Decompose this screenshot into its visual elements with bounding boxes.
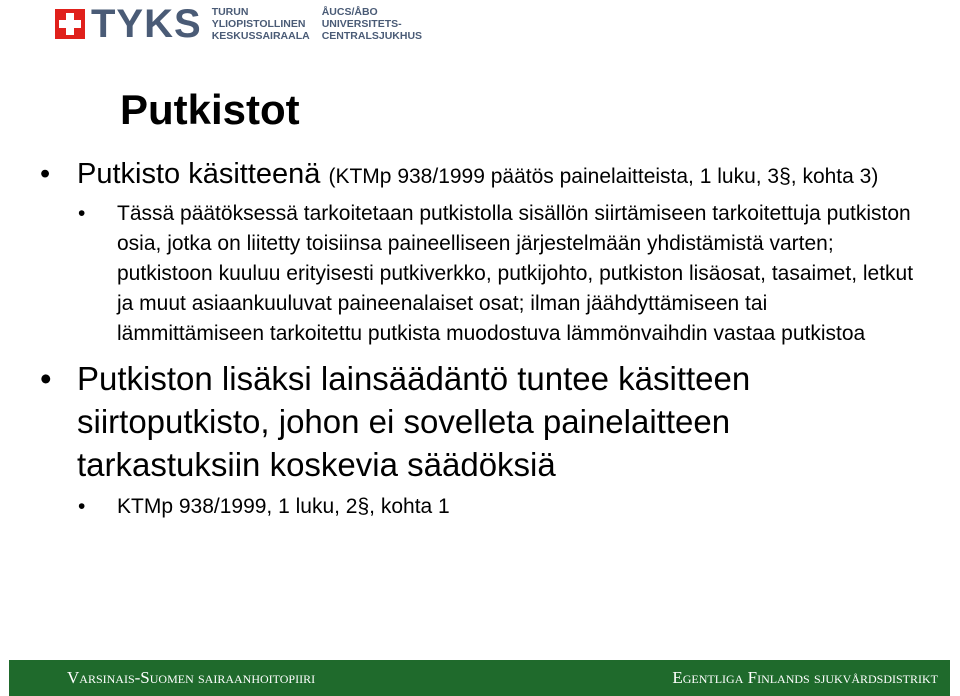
sub-bullet-reference	[40, 492, 920, 522]
sub-bullet1-text: Tässä päätöksessä tarkoitetaan putkistolla sisällön siirtämiseen tarkoitettuja putkiston osia, jotka on liitetty toisiinsa paineelliseen järjestelmään yhdistämistä varten; putkistoon kuuluu erityisesti putkiverkko, putkijohto, putkiston lisäosat, tasaimet, letkut ja muut asiaankuuluvat paineenalaiset osat; ilman jäähdyttämiseen tai lämmittämiseen tarkoitettu putkista muodostuva lämmönvaihdin vastaa putkistoa	[117, 202, 914, 345]
sub-bullet-dot: •	[78, 495, 86, 518]
org-sv-line1: ÅUCS/ÅBO	[321, 6, 378, 18]
footer-left-text: Varsinais-Suomen sairaanhoitopiiri	[67, 668, 316, 687]
bullet-siirtoputkisto	[40, 357, 920, 486]
hospital-cross-icon	[55, 9, 85, 39]
bullet-dot: •	[40, 360, 52, 397]
tyks-logo	[55, 2, 434, 46]
bullet2-main: Putkiston lisäksi lainsäädäntö tuntee käsitteen siirtoputkisto, johon ei sovelleta painelaitteen tarkastuksiin koskevia säädöksiä	[77, 360, 751, 483]
footer-right-text: Egentliga Finlands sjukvårdsdistrikt	[672, 668, 938, 687]
org-name-fi	[212, 6, 310, 42]
org-name-sv	[322, 6, 422, 42]
sub-bullet-definition	[40, 199, 920, 349]
sub-bullet-dot: •	[78, 202, 86, 225]
sub-bullet2-text: KTMp 938/1999, 1 luku, 2§, kohta 1	[117, 495, 450, 518]
org-sv-line3: CENTRALSJUKHUS	[321, 30, 423, 42]
org-sv-line2: UNIVERSITETS-	[321, 18, 402, 30]
org-fi-line1: TURUN	[211, 6, 249, 18]
bullet-putkisto-kasitteena	[40, 156, 920, 193]
bullet-dot: •	[40, 158, 51, 190]
bullet1-main: Putkisto käsitteenä	[77, 158, 321, 190]
logo-wordmark: TYKS	[91, 2, 202, 46]
org-fi-line2: YLIOPISTOLLINEN	[211, 18, 306, 30]
slide-title: Putkistot	[120, 86, 300, 133]
slide-content	[40, 156, 920, 522]
org-fi-line3: KESKUSSAIRAALA	[211, 30, 310, 42]
bullet1-note: (KTMp 938/1999 päätös painelaitteista, 1 luku, 3§, kohta 3)	[328, 165, 879, 188]
footer-bar	[9, 660, 950, 696]
